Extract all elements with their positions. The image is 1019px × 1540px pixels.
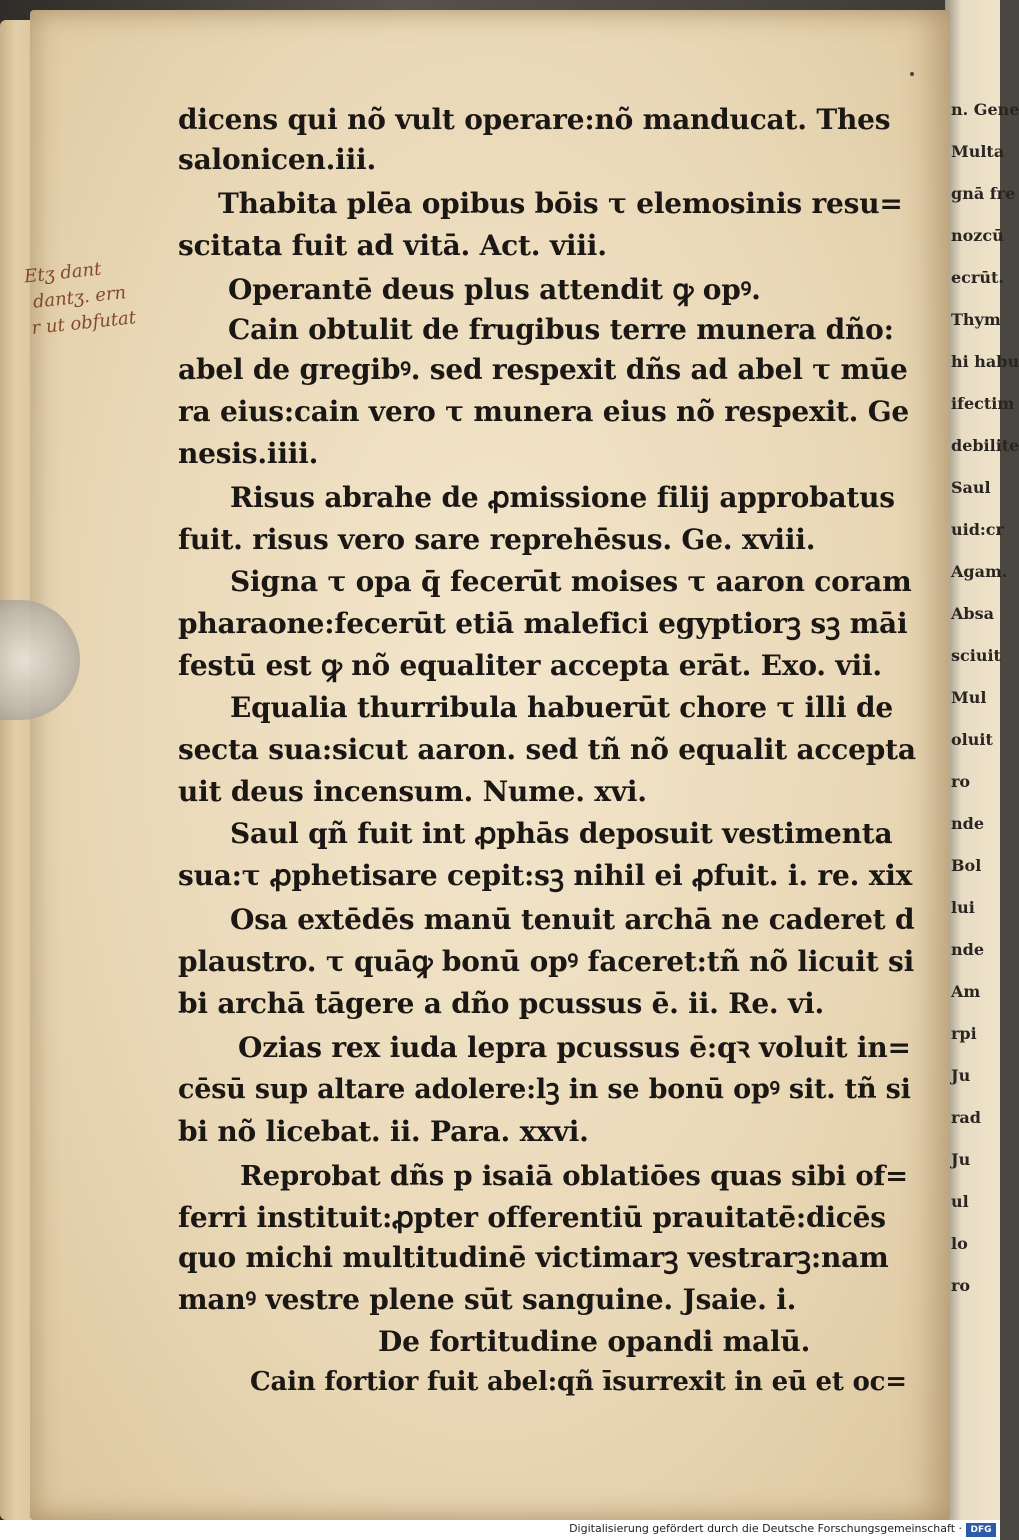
text-line: quo michi multitudinē victimarꝫ vestrarꝫ:nam bbox=[178, 1241, 889, 1274]
facing-page-line: n. Gene bbox=[951, 100, 1019, 119]
facing-page-line: hi habu bbox=[951, 352, 1019, 371]
annotation-line: dantʒ. ern bbox=[31, 282, 128, 313]
text-line: plaustro. τ quāꝙ bonū opꝰ faceret:tñ nõ licuit si bbox=[178, 945, 915, 978]
annotation-line: Etʒ dant bbox=[23, 258, 103, 288]
text-line: Cain obtulit de frugibus terre munera dño: bbox=[228, 313, 894, 346]
facing-page-line: ro bbox=[951, 1276, 971, 1295]
facing-page-line: Bol bbox=[951, 856, 982, 875]
facing-page-line: Am bbox=[951, 982, 981, 1001]
text-line: ra eius:cain vero τ munera eius nõ respexit. Ge bbox=[178, 395, 910, 428]
text-line: bi nõ licebat. ii. Para. xxvi. bbox=[178, 1115, 589, 1148]
text-line: ferri instituit:ꝓpter offerentiū prauitatē:dicēs bbox=[178, 1201, 886, 1234]
facing-page-line: Absa bbox=[951, 604, 994, 623]
annotation-line: r ut obfutat bbox=[30, 307, 137, 340]
facing-page-line: Agam. bbox=[951, 562, 1008, 581]
footer-credit: Digitalisierung gefördert durch die Deutsche Forschungsgemeinschaft · bbox=[569, 1522, 962, 1535]
facing-page-line: gnā fre bbox=[951, 184, 1016, 203]
text-line: abel de gregibꝰ. sed respexit dñs ad abel τ mūe bbox=[178, 353, 908, 386]
text-line: Saul qñ fuit int ꝓphās deposuit vestimenta bbox=[230, 817, 893, 850]
facing-page-line: nozcū bbox=[951, 226, 1004, 245]
text-line: bi archā tāgere a dño pcussus ē. ii. Re. vi. bbox=[178, 987, 825, 1020]
facing-page-line: ecrūt. bbox=[951, 268, 1004, 287]
facing-page-line: Ju bbox=[951, 1066, 971, 1085]
text-line: manꝰ vestre plene sūt sanguine. Jsaie. i. bbox=[178, 1283, 797, 1316]
facing-page-line: rad bbox=[951, 1108, 981, 1127]
facing-page-line: Saul bbox=[951, 478, 991, 497]
text-line: salonicen.iii. bbox=[178, 143, 377, 176]
facing-page-line: nde bbox=[951, 814, 984, 833]
facing-page-line: lui bbox=[951, 898, 975, 917]
facing-page-line: uid:cr bbox=[951, 520, 1004, 539]
facing-page-line: Ju bbox=[951, 1150, 971, 1169]
text-line: sua:τ ꝓphetisare cepit:sꝫ nihil ei ꝓfuit. i. re. xix bbox=[178, 859, 913, 892]
text-line: fuit. risus vero sare reprehēsus. Ge. xviii. bbox=[178, 523, 816, 556]
text-line: Cain fortior fuit abel:qñ īsurrexit in eū et oc= bbox=[250, 1367, 907, 1397]
text-line: Equalia thurribula habuerūt chore τ illi de bbox=[230, 691, 893, 724]
facing-page-line: lo bbox=[951, 1234, 968, 1253]
footer-bar bbox=[0, 1520, 1000, 1540]
text-line: pharaone:fecerūt etiā malefici egyptiorꝫ sꝫ māi bbox=[178, 607, 908, 640]
dfg-logo: DFG bbox=[966, 1523, 996, 1537]
text-line: Reprobat dñs p isaiā oblatiōes quas sibi of= bbox=[240, 1160, 908, 1192]
facing-page-line: sciuit bbox=[951, 646, 1001, 665]
facing-page-line: nde bbox=[951, 940, 984, 959]
text-line: Osa extēdēs manū tenuit archā ne caderet d bbox=[230, 903, 915, 936]
text-line: Operantē deus plus attendit ꝙ opꝰ. bbox=[228, 273, 761, 306]
text-line: De fortitudine opandi malū. bbox=[378, 1325, 811, 1358]
facing-page-line: rpi bbox=[951, 1024, 977, 1043]
text-line: Signa τ opa q̄ fecerūt moises τ aaron coram bbox=[230, 565, 912, 598]
text-line: Risus abrahe de ꝓmissione filij approbatus bbox=[230, 481, 895, 514]
text-line: uit deus incensum. Nume. xvi. bbox=[178, 775, 647, 808]
facing-page-line: Multa bbox=[951, 142, 1005, 161]
text-line: festū est ꝙ nõ equaliter accepta erāt. Exo. vii. bbox=[178, 649, 882, 682]
page-mark bbox=[910, 72, 914, 76]
facing-page-line: ro bbox=[951, 772, 971, 791]
margin-annotation bbox=[23, 250, 193, 366]
text-line: Ozias rex iuda lepra pcussus ē:qꝛ voluit in= bbox=[238, 1031, 911, 1064]
text-line: Thabita plēa opibus bōis τ elemosinis resu= bbox=[218, 187, 903, 220]
facing-page-line: oluit bbox=[951, 730, 993, 749]
text-line: cēsū sup altare adolere:lꝫ in se bonū opꝰ sit. tñ si bbox=[178, 1074, 911, 1105]
text-line: scitata fuit ad vitā. Act. viii. bbox=[178, 229, 607, 262]
facing-page bbox=[945, 0, 1019, 1520]
text-line: dicens qui nõ vult operare:nõ manducat. Thes bbox=[178, 103, 891, 136]
facing-page-line: Thym bbox=[951, 310, 1001, 329]
text-line: nesis.iiii. bbox=[178, 437, 319, 470]
facing-page-line: Mul bbox=[951, 688, 987, 707]
facing-page-line: debilite bbox=[951, 436, 1019, 455]
text-line: secta sua:sicut aaron. sed tñ nõ equalit accepta bbox=[178, 733, 916, 766]
facing-page-line: ul bbox=[951, 1192, 969, 1211]
facing-page-line: ifectim bbox=[951, 394, 1015, 413]
